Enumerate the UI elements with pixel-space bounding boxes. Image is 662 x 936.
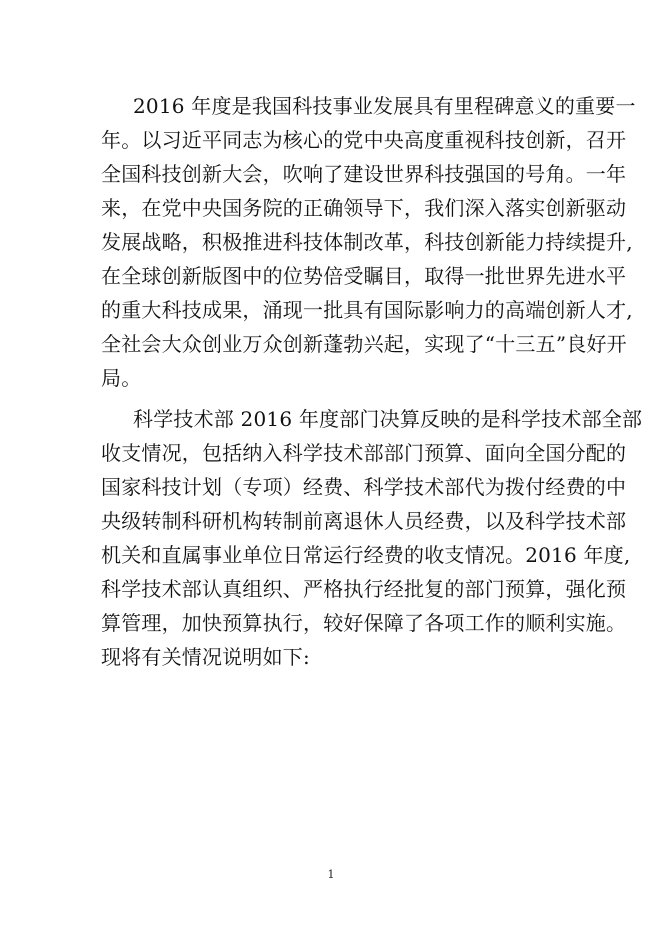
paragraph-2-line-3: 国家科技计划（专项）经费、科学技术部代为拨付经费的中 (101, 475, 627, 499)
paragraph-1-line-6: 在全球创新版图中的位势倍受瞩目，取得一批世界先进水平 (101, 264, 627, 288)
paragraph-1-line-1: 2016 年度是我国科技事业发展具有里程碑意义的重要一 (133, 94, 636, 118)
paragraph-2-line-8: 现将有关情况说明如下: (101, 645, 310, 669)
page-number: 1 (327, 868, 335, 881)
paragraph-1-line-4: 来，在党中央国务院的正确领导下，我们深入落实创新驱动 (101, 196, 627, 220)
paragraph-2-line-2: 收支情况，包括纳入科学技术部部门预算、面向全国分配的 (101, 441, 627, 465)
paragraph-1-line-3: 全国科技创新大会，吹响了建设世界科技强国的号角。一年 (101, 162, 627, 186)
paragraph-2-line-5: 机关和直属事业单位日常运行经费的收支情况。2016 年度, (101, 543, 631, 567)
paragraph-1-line-8: 全社会大众创业万众创新蓬勃兴起，实现了“十三五”良好开 (101, 332, 627, 356)
paragraph-1-line-7: 的重大科技成果，涌现一批具有国际影响力的高端创新人才, (101, 298, 633, 322)
paragraph-2-line-1: 科学技术部 2016 年度部门决算反映的是科学技术部全部 (133, 407, 643, 431)
paragraph-2-line-6: 科学技术部认真组织、严格执行经批复的部门预算，强化预 (101, 577, 627, 601)
paragraph-2-line-4: 央级转制科研机构转制前离退休人员经费，以及科学技术部 (101, 509, 627, 533)
paragraph-1-line-5: 发展战略，积极推进科技体制改革，科技创新能力持续提升, (101, 230, 633, 254)
paragraph-1-line-2: 年。以习近平同志为核心的党中央高度重视科技创新，召开 (101, 128, 627, 152)
paragraph-2-line-7: 算管理，加快预算执行，较好保障了各项工作的顺利实施。 (101, 611, 627, 635)
paragraph-1-line-9: 局。 (101, 366, 142, 390)
